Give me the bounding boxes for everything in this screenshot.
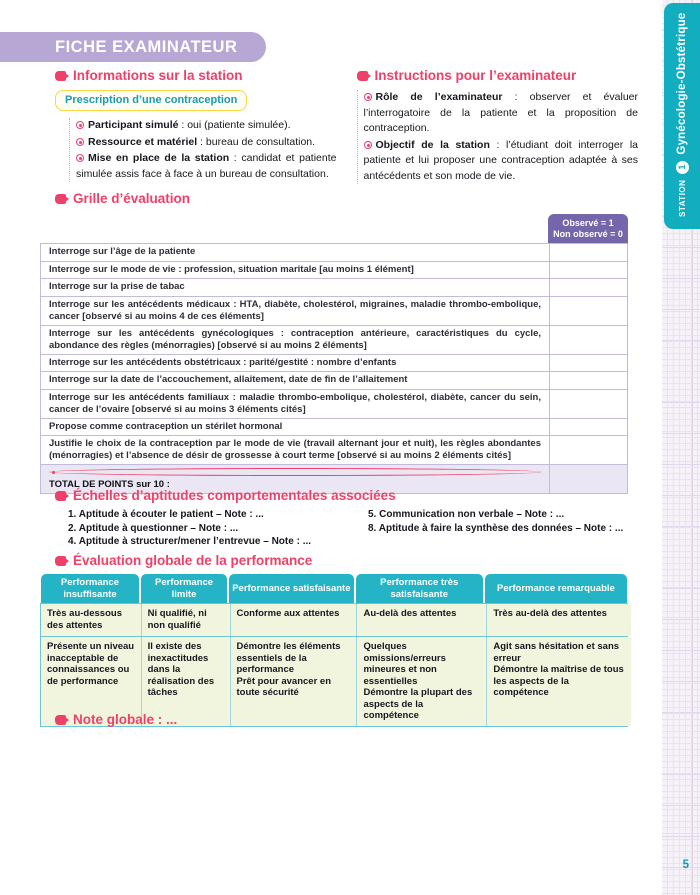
scales-left-column bbox=[68, 508, 368, 549]
list-item bbox=[364, 138, 639, 185]
list-item bbox=[76, 151, 337, 182]
total-points-label: TOTAL DE POINTS sur 10 : bbox=[49, 479, 170, 490]
score-cell bbox=[549, 279, 627, 296]
info-heading-label: Informations sur la station bbox=[73, 68, 243, 83]
score-legend-line2: Non observé = 0 bbox=[553, 228, 623, 239]
bullet-dot-icon bbox=[76, 154, 84, 162]
evaluation-grid-heading bbox=[55, 191, 190, 206]
bullet-text: : observer et évaluer l’interrogatoire de la patiente et la proposition de contraception. bbox=[363, 91, 638, 134]
table-row bbox=[41, 436, 627, 465]
column-header: Performance remarquable bbox=[485, 574, 627, 603]
station-number-badge: 1 bbox=[676, 161, 689, 174]
criterion-text: Interroge sur les antécédents familiaux : maladie thrombo-embolique, cholestérol, diabète, cancer du sein, cancer de l’ovaire [observé si au moins 3 éléments cités] bbox=[49, 391, 541, 415]
station-specialty-tab bbox=[664, 3, 700, 229]
criterion-text: Interroge sur les antécédents gynécologiques : contraception antérieure, caractéristiques du cycle, abondance des règles (ménorragies) [observé si au moins 2 éléments] bbox=[49, 327, 541, 351]
score-cell bbox=[549, 419, 627, 436]
station-label: STATION bbox=[677, 179, 687, 217]
info-section-heading bbox=[55, 68, 337, 83]
evaluation-grid-table bbox=[40, 243, 628, 494]
behavioral-scales-heading bbox=[55, 488, 638, 503]
table-cell: Au-delà des attentes bbox=[357, 604, 486, 636]
bullet-text: : bureau de consultation. bbox=[197, 135, 316, 148]
global-note-heading-label: Note globale : ... bbox=[73, 712, 178, 727]
case-title-box bbox=[55, 90, 247, 111]
section-tag-icon bbox=[55, 715, 66, 725]
detail-text: Démontre les éléments essentiels de la performance bbox=[236, 641, 341, 675]
bullet-text: : l’étudiant doit interroger la patiente et lui proposer une contraception adaptée à ses antécédents et son mode de vie. bbox=[363, 138, 638, 182]
criterion-text: Interroge sur l’âge de la patiente bbox=[49, 246, 196, 258]
performance-header-row bbox=[40, 574, 628, 603]
criterion-text: Interroge sur la prise de tabac bbox=[49, 281, 185, 293]
top-columns bbox=[55, 68, 638, 185]
list-item bbox=[76, 135, 337, 151]
global-note-heading bbox=[55, 712, 177, 727]
global-performance-heading bbox=[55, 553, 312, 568]
list-item: 8. Aptitude à faire la synthèse des données – Note : ... bbox=[368, 522, 624, 534]
bullet-text: : oui (patiente simulée). bbox=[178, 119, 291, 131]
table-row bbox=[41, 297, 627, 326]
detail-text: Présente un niveau inacceptable de connaissances ou de performance bbox=[47, 641, 135, 687]
score-cell bbox=[549, 355, 627, 372]
page-title-banner bbox=[0, 32, 266, 62]
score-cell bbox=[549, 244, 627, 261]
scales-right-column bbox=[368, 508, 638, 549]
page-title: FICHE EXAMINATEUR bbox=[55, 37, 238, 56]
table-cell: Conforme aux attentes bbox=[231, 604, 357, 636]
list-item bbox=[76, 118, 337, 134]
section-tag-icon bbox=[55, 194, 66, 204]
bullet-dot-icon bbox=[49, 468, 541, 476]
criterion-text: Interroge sur la date de l’accouchement, allaitement, date de fin de l’allaitement bbox=[49, 374, 408, 386]
table-cell bbox=[231, 637, 357, 726]
table-cell: Très au-dessous des attentes bbox=[41, 604, 141, 636]
bullet-label: Participant simulé bbox=[88, 119, 179, 131]
section-tag-icon bbox=[55, 556, 66, 566]
list-item: 5. Communication non verbale – Note : ... bbox=[368, 509, 565, 520]
list-item: 1. Aptitude à écouter le patient – Note : ... bbox=[68, 509, 264, 520]
instructions-bullet-list bbox=[357, 90, 639, 184]
section-tag-icon bbox=[357, 71, 368, 81]
table-cell: Très au-delà des attentes bbox=[487, 604, 631, 636]
bullet-label: Objectif de la station bbox=[375, 138, 490, 151]
detail-text: Prêt pour avancer en toute sécurité bbox=[236, 675, 332, 698]
table-cell: Ni qualifié, ni non qualifié bbox=[142, 604, 230, 636]
bullet-label: Rôle de l’examinateur bbox=[375, 91, 503, 103]
table-row bbox=[41, 244, 627, 262]
section-tag-icon bbox=[55, 491, 66, 501]
table-row bbox=[41, 279, 627, 297]
table-row bbox=[41, 372, 627, 390]
table-row bbox=[41, 262, 627, 280]
performance-table bbox=[40, 574, 628, 727]
score-cell bbox=[549, 297, 627, 325]
table-row bbox=[41, 419, 627, 437]
instructions-heading-label: Instructions pour l’examinateur bbox=[374, 68, 577, 83]
score-cell bbox=[549, 390, 627, 418]
score-cell bbox=[549, 436, 627, 464]
list-item bbox=[364, 90, 639, 137]
detail-text: Démontre la maîtrise de tous les aspects de la compétence bbox=[493, 664, 624, 698]
criterion-text: Interroge sur les antécédents médicaux : HTA, diabète, cholestérol, migraines, maladie thrombo-embolique, cancer [observé si au moins 4 de ces éléments] bbox=[49, 298, 541, 322]
column-header: Performance insuffisante bbox=[41, 574, 139, 603]
evaluation-grid-heading-label: Grille d’évaluation bbox=[73, 191, 191, 206]
global-performance-heading-label: Évaluation globale de la performance bbox=[73, 553, 313, 568]
bullet-dot-icon bbox=[76, 121, 84, 129]
detail-text: Il existe des inexactitudes dans la réalisation des tâches bbox=[147, 641, 215, 698]
bullet-label: Ressource et matériel bbox=[88, 135, 198, 148]
criterion-text: Interroge sur les antécédents obstétricaux : parité/gestité : nombre d’enfants bbox=[49, 356, 397, 368]
bullet-label: Mise en place de la station bbox=[88, 152, 230, 164]
column-header: Performance satisfaisante bbox=[229, 574, 353, 603]
station-info-column bbox=[55, 68, 337, 185]
case-title: Prescription d’une contraception bbox=[65, 94, 238, 106]
table-cell bbox=[357, 637, 486, 726]
instructions-section-heading bbox=[357, 68, 639, 83]
detail-text: Agit sans hésitation et sans erreur bbox=[493, 641, 620, 664]
table-cell bbox=[487, 637, 631, 726]
column-header: Performance très satisfaisante bbox=[356, 574, 483, 603]
table-row bbox=[41, 326, 627, 355]
table-row bbox=[41, 390, 627, 419]
detail-text: Démontre la plupart des aspects de la compétence bbox=[363, 687, 473, 721]
detail-text: Quelques omissions/erreurs mineures et non essentielles bbox=[363, 641, 446, 687]
bullet-dot-icon bbox=[76, 138, 84, 146]
score-cell bbox=[549, 262, 627, 279]
bullet-text: : candidat et patiente simulée assis face à face à un bureau de consultation. bbox=[76, 152, 337, 180]
criterion-text: Justifie le choix de la contraception par le mode de vie (travail alternant jour et nuit), les règles abondantes (ménorragies) et l’absence de désir de grossesse à court terme [observé si au moins 2 éléments cités] bbox=[49, 438, 541, 461]
specialty-label: Gynécologie-Obstétrique bbox=[676, 12, 688, 155]
bullet-dot-icon bbox=[364, 141, 372, 149]
info-bullet-list bbox=[69, 118, 337, 182]
criterion-text: Propose comme contraception un stérilet hormonal bbox=[49, 420, 283, 432]
table-row bbox=[41, 355, 627, 373]
behavioral-scales-section bbox=[55, 488, 638, 549]
score-cell bbox=[549, 326, 627, 354]
behavioral-scales-heading-label: Échelles d’aptitudes comportementales associées bbox=[73, 488, 396, 503]
score-cell bbox=[549, 372, 627, 389]
list-item: 4. Aptitude à structurer/mener l’entrevue – Note : ... bbox=[68, 536, 312, 547]
examiner-instructions-column bbox=[357, 68, 639, 185]
bullet-dot-icon bbox=[364, 93, 372, 101]
criterion-text: Interroge sur le mode de vie : profession, situation maritale [au moins 1 élément] bbox=[49, 263, 414, 275]
page-number: 5 bbox=[682, 859, 689, 871]
column-header: Performance limite bbox=[141, 574, 227, 603]
score-legend-box bbox=[548, 214, 628, 243]
section-tag-icon bbox=[55, 71, 66, 81]
score-legend-line1: Observé = 1 bbox=[562, 217, 614, 228]
list-item: 2. Aptitude à questionner – Note : ... bbox=[68, 522, 239, 534]
performance-summary-row bbox=[40, 603, 628, 637]
